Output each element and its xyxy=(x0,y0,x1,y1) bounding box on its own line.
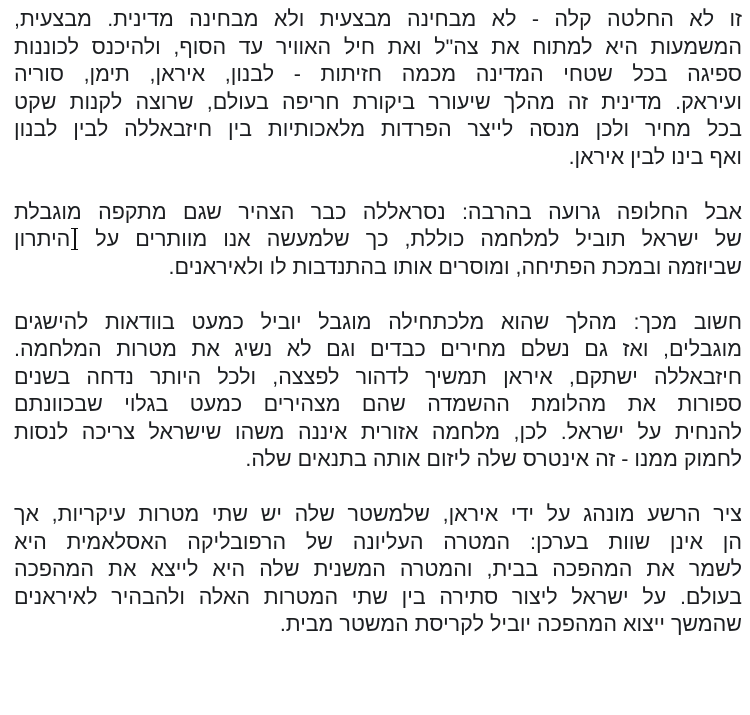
text-line: בעולם. על ישראל ליצור סתירה בין שתי המטרות האלה ולהבהיר לאיראנים xyxy=(14,584,742,609)
text-line: המשמעות היא למתוח את צה"ל ואת חיל האוויר עד הסוף, ולהיכנס לכוננות xyxy=(14,34,742,59)
text-line: ציר הרשע מונהג על ידי איראן, שלמשטר שלה יש שתי מטרות עיקריות, אך xyxy=(14,502,742,526)
paragraph-3 xyxy=(14,309,742,474)
text-line-with-cursor xyxy=(14,226,742,254)
text-line: חשוב מכך: מהלך שהוא מלכתחילה מוגבל יוביל כמעט בוודאות להישגים xyxy=(14,309,742,334)
text-line: ספיגה בכל שטחי המדינה מכמה חזיתות - לבנון, איראן, תימן, סוריה xyxy=(14,62,742,86)
text-segment: היתרון xyxy=(14,227,71,251)
text-line: חיזבאללה ישתקם, איראן תמשיך לדהור לפצצה, ולכל היותר נדחה בשנים xyxy=(14,364,742,389)
text-line: ואף בינו לבין איראן. xyxy=(568,144,742,169)
text-line: שהמשך ייצוא המהפכה יוביל לקריסת המשטר מבית. xyxy=(279,612,742,636)
text-line: לחמוק ממנו - זה אינטרס שלה ליזום אותה בתנאים שלה. xyxy=(245,447,742,471)
text-line: מוגבלים, ואז גם נשלם מחירים כבדים וגם לא נשיג את מטרות המלחמה. xyxy=(14,337,742,361)
text-line: להנחית על ישראל. לכן, מלחמה אזורית איננה משהו שישראל צריכה לנסות xyxy=(14,419,742,444)
text-line: לשמר את המהפכה בבית, והמטרה המשנית שלה היא לייצא את המהפכה xyxy=(14,557,742,581)
paragraph-2 xyxy=(14,199,742,282)
text-line: הן אינן שוות בערכן: המטרה העליונה של הרפובליקה האסלאמית היא xyxy=(14,529,742,554)
text-cursor-icon xyxy=(71,228,78,250)
text-line: בכל מחיר ולכן מנסה לייצר הפרדות מלאכותיות בין חיזבאללה לבין לבנון xyxy=(14,117,742,141)
text-segment: של ישראל תוביל למלחמה כוללת, כך שלמעשה אנו מוותרים על xyxy=(79,227,742,251)
text-line: זו לא החלטה קלה - לא מבחינה מבצעית ולא מבחינה מדינית. מבצעית, xyxy=(14,7,742,31)
text-line: שביוזמה ובמכת הפתיחה, ומוסרים אותו בהתנדבות לו ולאיראנים. xyxy=(168,254,742,279)
paragraph-4 xyxy=(14,501,742,639)
text-line: ספורות את מהלומת ההשמדה שהם מצהירים כמעט בגלוי שבכוונתם xyxy=(14,392,742,416)
text-line: אבל החלופה גרועה בהרבה: נסראללה כבר הצהיר שגם מתקפה מוגבלת xyxy=(14,199,742,224)
text-line: ועיראק. מדינית זה מהלך שיעורר ביקורת חריפה בעולם, שרוצה לקנות שקט xyxy=(14,89,742,114)
paragraph-1 xyxy=(14,6,742,171)
